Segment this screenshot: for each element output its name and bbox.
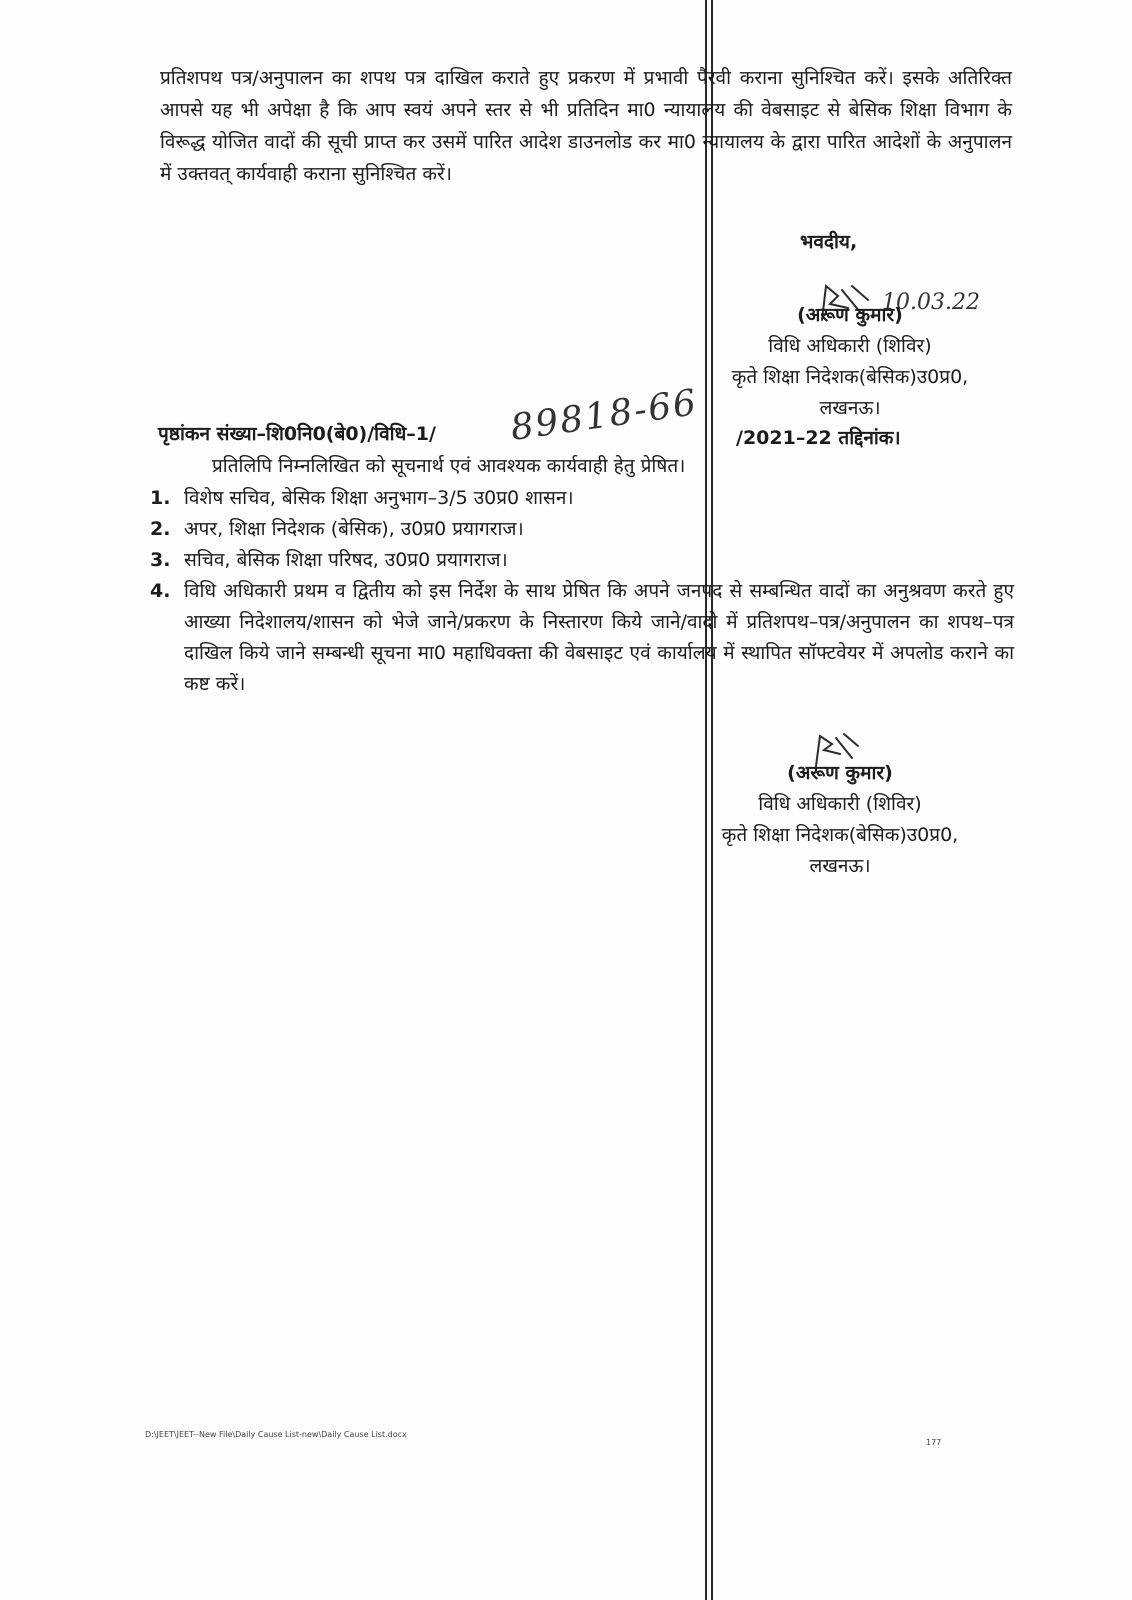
copy-recipient-list — [150, 483, 1014, 700]
copy-forwarded-intro: प्रतिलिपि निम्नलिखित को सूचनार्थ एवं आवश्यक कार्यवाही हेतु प्रेषित। — [212, 455, 686, 477]
signatory-name: (अरूण कुमार) — [797, 304, 903, 326]
list-item-number: 3. — [150, 549, 171, 571]
signature-block-1 — [700, 300, 1000, 424]
list-item — [150, 514, 1014, 545]
list-item-number: 4. — [150, 580, 171, 602]
signatory-name: (अरूण कुमार) — [787, 762, 893, 784]
handwritten-date: 10.03.22 — [882, 290, 980, 315]
list-item-number: 1. — [150, 487, 171, 509]
footer-page-number: 177 — [926, 1438, 942, 1447]
footer-file-path: D:\JEET\JEET--New File\Daily Cause List-new\Daily Cause List.docx — [145, 1430, 407, 1439]
list-item-text: विशेष सचिव, बेसिक शिक्षा अनुभाग–3/5 उ0प्र0 शासन। — [184, 487, 574, 509]
signatory-designation: विधि अधिकारी (शिविर) — [768, 335, 932, 357]
list-item-text: विधि अधिकारी प्रथम व द्वितीय को इस निर्देश के साथ प्रेषित कि अपने जनपद से सम्बन्धित वादों का अनुश्रवण करते हुए आख्या निदेशालय/शासन को भेजे जाने/प्रकरण के निस्तारण किये जाने/वादो में प्रतिशपथ–पत्र/अनुपालन का शपथ–पत्र दाखिल किये जाने सम्बन्धी सूचना मा0 महाधिवक्ता की वेबसाइट एवं कार्यालय में स्थापित सॉफ्टवेयर में अपलोड कराने का कष्ट करें। — [184, 580, 1014, 695]
list-item — [150, 576, 1014, 700]
signatory-designation: विधि अधिकारी (शिविर) — [758, 793, 922, 815]
signatory-office: कृते शिक्षा निदेशक(बेसिक)उ0प्र0, — [721, 824, 959, 846]
endorsement-number-label: पृष्ठांकन संख्या–शि0नि0(बे0)/विधि–1/ — [158, 423, 436, 445]
closing-salutation: भवदीय, — [800, 231, 858, 253]
signatory-office: कृते शिक्षा निदेशक(बेसिक)उ0प्र0, — [731, 366, 969, 388]
list-item-text: अपर, शिक्षा निदेशक (बेसिक), उ0प्र0 प्रयागराज। — [184, 518, 524, 540]
signatory-city: लखनऊ। — [819, 397, 881, 419]
list-item-number: 2. — [150, 518, 171, 540]
list-item — [150, 483, 1014, 514]
letter-body-paragraph: प्रतिशपथ पत्र/अनुपालन का शपथ पत्र दाखिल कराते हुए प्रकरण में प्रभावी पैरवी कराना सुनिश्चित करें। इसके अतिरिक्त आपसे यह भी अपेक्षा है कि आप स्वयं अपने स्तर से भी प्रतिदिन मा0 न्यायालय की वेबसाइट से बेसिक शिक्षा विभाग के विरूद्ध योजित वादों की सूची प्राप्त कर उसमें पारित आदेश डाउनलोड कर मा0 न्यायालय के द्वारा पारित आदेशों के अनुपालन में उक्तवत् कार्यवाही कराना सुनिश्चित करें। — [160, 67, 1012, 185]
endorsement-year-date: /2021–22 तद्दिनांक। — [736, 427, 901, 449]
list-item-text: सचिव, बेसिक शिक्षा परिषद, उ0प्र0 प्रयागराज। — [184, 549, 508, 571]
list-item — [150, 545, 1014, 576]
handwritten-endorsement-number: 89818-66 — [508, 382, 701, 449]
signature-block-2 — [690, 758, 990, 882]
signatory-city: लखनऊ। — [809, 855, 871, 877]
